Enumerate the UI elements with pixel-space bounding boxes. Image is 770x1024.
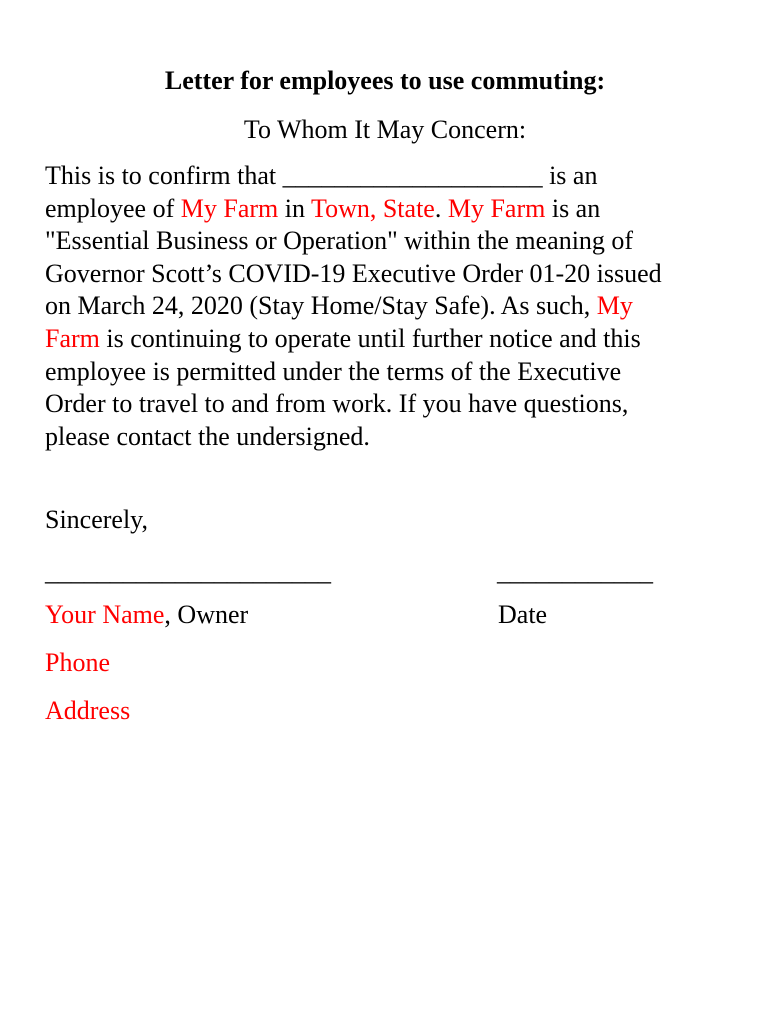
closing: Sincerely, (45, 505, 148, 534)
farm-name-placeholder: My Farm (180, 193, 279, 223)
signer-title: , Owner (164, 600, 249, 629)
body-text-segment: . (434, 193, 448, 223)
letter-title: Letter for employees to use commuting: (164, 66, 606, 95)
date-line: ____________ (497, 557, 653, 586)
body-text-segment: This is to confirm that ____________________ is an (45, 161, 598, 190)
signer-name (45, 598, 248, 632)
body-text-segment: is an (545, 193, 601, 223)
body-line-5 (45, 290, 725, 323)
body-line-7 (45, 356, 725, 389)
body-line-2 (45, 193, 725, 226)
body-line-1 (45, 160, 725, 193)
body-line-6 (45, 323, 725, 356)
body-text-segment: "Essential Business or Operation" within the meaning of (45, 226, 634, 256)
body-line-3 (45, 225, 725, 258)
body-text-segment: is continuing to operate until further notice and this (99, 323, 641, 353)
name-placeholder: Your Name (45, 600, 165, 629)
town-state-placeholder: Town, State (311, 193, 435, 223)
body-line-9 (45, 421, 725, 454)
body-text-segment: in (278, 193, 311, 223)
phone-placeholder: Phone (45, 648, 110, 677)
letter-body (45, 160, 725, 453)
body-text-segment: employee of (45, 193, 181, 223)
farm-name-placeholder: My Farm (447, 193, 546, 223)
body-text-segment: Order to travel to and from work. If you have questions, (45, 389, 629, 419)
body-text-segment: on March 24, 2020 (Stay Home/Stay Safe). As such, (45, 291, 597, 321)
body-text-segment: Governor Scott’s COVID-19 Executive Order 01-20 issued (45, 258, 662, 288)
salutation: To Whom It May Concern: (243, 115, 527, 144)
body-line-8 (45, 388, 725, 421)
address-placeholder: Address (45, 696, 131, 725)
date-label: Date (498, 600, 548, 629)
signature-line: ______________________ (45, 557, 331, 586)
farm-name-placeholder: Farm (45, 323, 100, 353)
farm-name-placeholder: My (596, 291, 633, 321)
body-line-4 (45, 258, 725, 291)
body-text-segment: employee is permitted under the terms of the Executive (45, 356, 622, 386)
body-text-segment: please contact the undersigned. (45, 421, 370, 451)
